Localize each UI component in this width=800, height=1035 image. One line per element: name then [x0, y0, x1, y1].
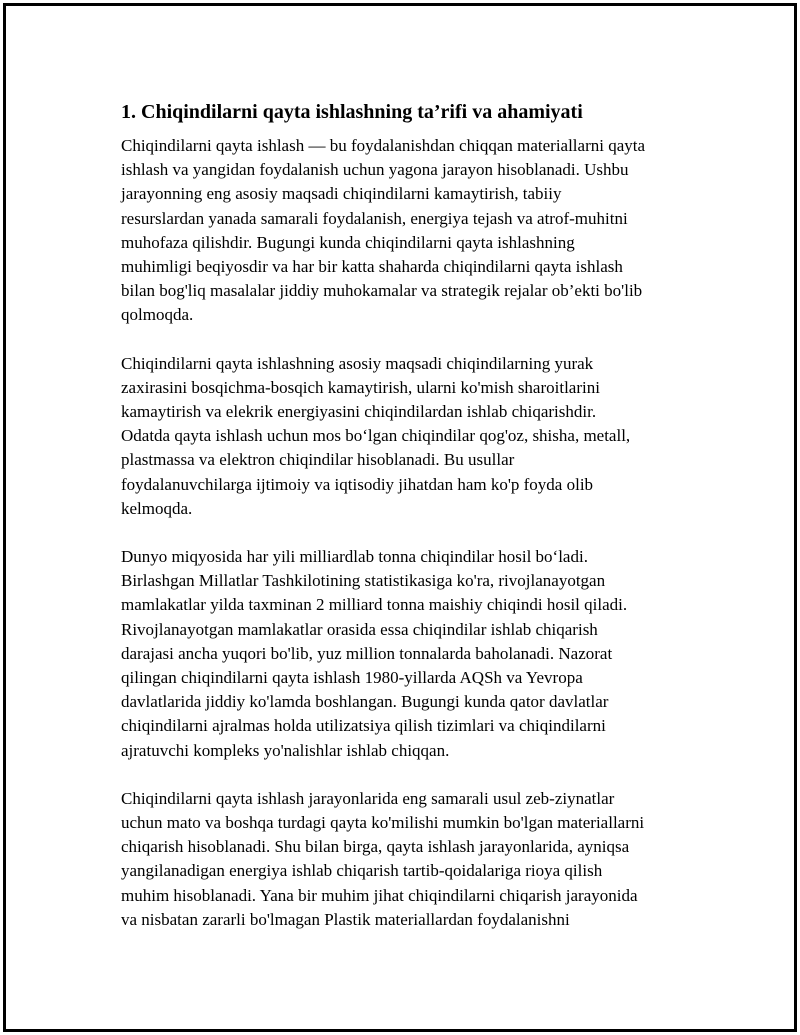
document-body [121, 98, 701, 956]
paragraph-line: foydalanuvchilarga ijtimoiy va iqtisodiy jihatdan ham ko'p foyda olib [121, 474, 594, 494]
paragraph-line: yangilanadigan energiya ishlab chiqarish tartib-qoidalariga rioya qilish [121, 861, 603, 881]
paragraph-line: Chiqindilarni qayta ishlash — bu foydalanishdan chiqqan materiallarni qayta [121, 136, 646, 155]
paragraph-line: qilingan chiqindilarni qayta ishlash 1980-yillarda AQSh va Yevropa [121, 668, 583, 688]
paragraph-line: zaxirasini bosqichma-bosqich kamaytirish, ularni ko'mish sharoitlarini [121, 377, 600, 397]
paragraph-line: Rivojlanayotgan mamlakatlar orasida essa chiqindilar ishlab chiqarish [121, 619, 598, 639]
paragraph-line: kamaytirish va elekrik energiyasini chiqindilardan ishlab chiqarishdir. [121, 402, 597, 422]
paragraph-line: ajratuvchi kompleks yo'nalishlar ishlab chiqqan. [121, 740, 450, 760]
paragraph-line: chiqindilarni ajralmas holda utilizatsiya qilish tizimlari va chiqindilarni [121, 716, 606, 736]
paragraph-line: Birlashgan Millatlar Tashkilotining statistikasiga ko'ra, rivojlanayotgan [121, 571, 606, 591]
section-heading: 1. Chiqindilarni qayta ishlashning ta’rifi va ahamiyati [121, 101, 583, 123]
paragraph-line: resurslardan yanada samarali foydalanish, energiya tejash va atrof-muhitni [121, 208, 628, 228]
paragraph-line: Dunyo miqyosida har yili milliardlab tonna chiqindilar hosil bo‘ladi. [121, 547, 588, 567]
paragraph-line: plastmassa va elektron chiqindilar hisoblanadi. Bu usullar [121, 450, 515, 470]
paragraph-line: mamlakatlar yilda taxminan 2 milliard tonna maishiy chiqindi hosil qiladi. [121, 595, 628, 615]
paragraph-line: muhimligi beqiyosdir va har bir katta shaharda chiqindilarni qayta ishlash [121, 257, 623, 277]
paragraph-line: muhofaza qilishdir. Bugungi kunda chiqindilarni qayta ishlashning [121, 232, 575, 252]
paragraph-line: chiqarish hisoblanadi. Shu bilan birga, qayta ishlash jarayonlarida, ayniqsa [121, 837, 630, 857]
paragraph-line: Chiqindilarni qayta ishlashning asosiy maqsadi chiqindilarning yurak [121, 353, 594, 373]
paragraph-line: muhim hisoblanadi. Yana bir muhim jihat chiqindilarni chiqarish jarayonida [121, 885, 638, 905]
paragraph-line: bilan bog'liq masalalar jiddiy muhokamalar va strategik rejalar ob’ekti bo'lib [121, 281, 643, 301]
page-frame [3, 3, 797, 1032]
paragraph-line: ishlash va yangidan foydalanish uchun yagona jarayon hisoblanadi. Ushbu [121, 160, 629, 180]
paragraph-line: jarayonning eng asosiy maqsadi chiqindilarni kamaytirish, tabiiy [121, 184, 562, 204]
paragraph-line: davlatlarida jiddiy ko'lamda boshlangan. Bugungi kunda qator davlatlar [121, 692, 609, 712]
paragraph-4 [121, 787, 701, 932]
paragraph-line: va nisbatan zararli bo'lmagan Plastik materiallardan foydalanishni [121, 909, 570, 929]
paragraph-3 [121, 545, 701, 763]
paragraph-1 [121, 134, 701, 328]
paragraph-2 [121, 352, 701, 521]
paragraph-line: kelmoqda. [121, 498, 193, 518]
paragraph-line: darajasi ancha yuqori bo'lib, yuz million tonnalarda baholanadi. Nazorat [121, 643, 613, 663]
paragraph-line: Chiqindilarni qayta ishlash jarayonlarida eng samarali usul zeb-ziynatlar [121, 788, 615, 808]
paragraph-line: qolmoqda. [121, 305, 194, 325]
paragraph-line: Odatda qayta ishlash uchun mos bo‘lgan chiqindilar qog'oz, shisha, metall, [121, 426, 631, 446]
paragraph-line: uchun mato va boshqa turdagi qayta ko'milishi mumkin bo'lgan materiallarni [121, 813, 645, 833]
